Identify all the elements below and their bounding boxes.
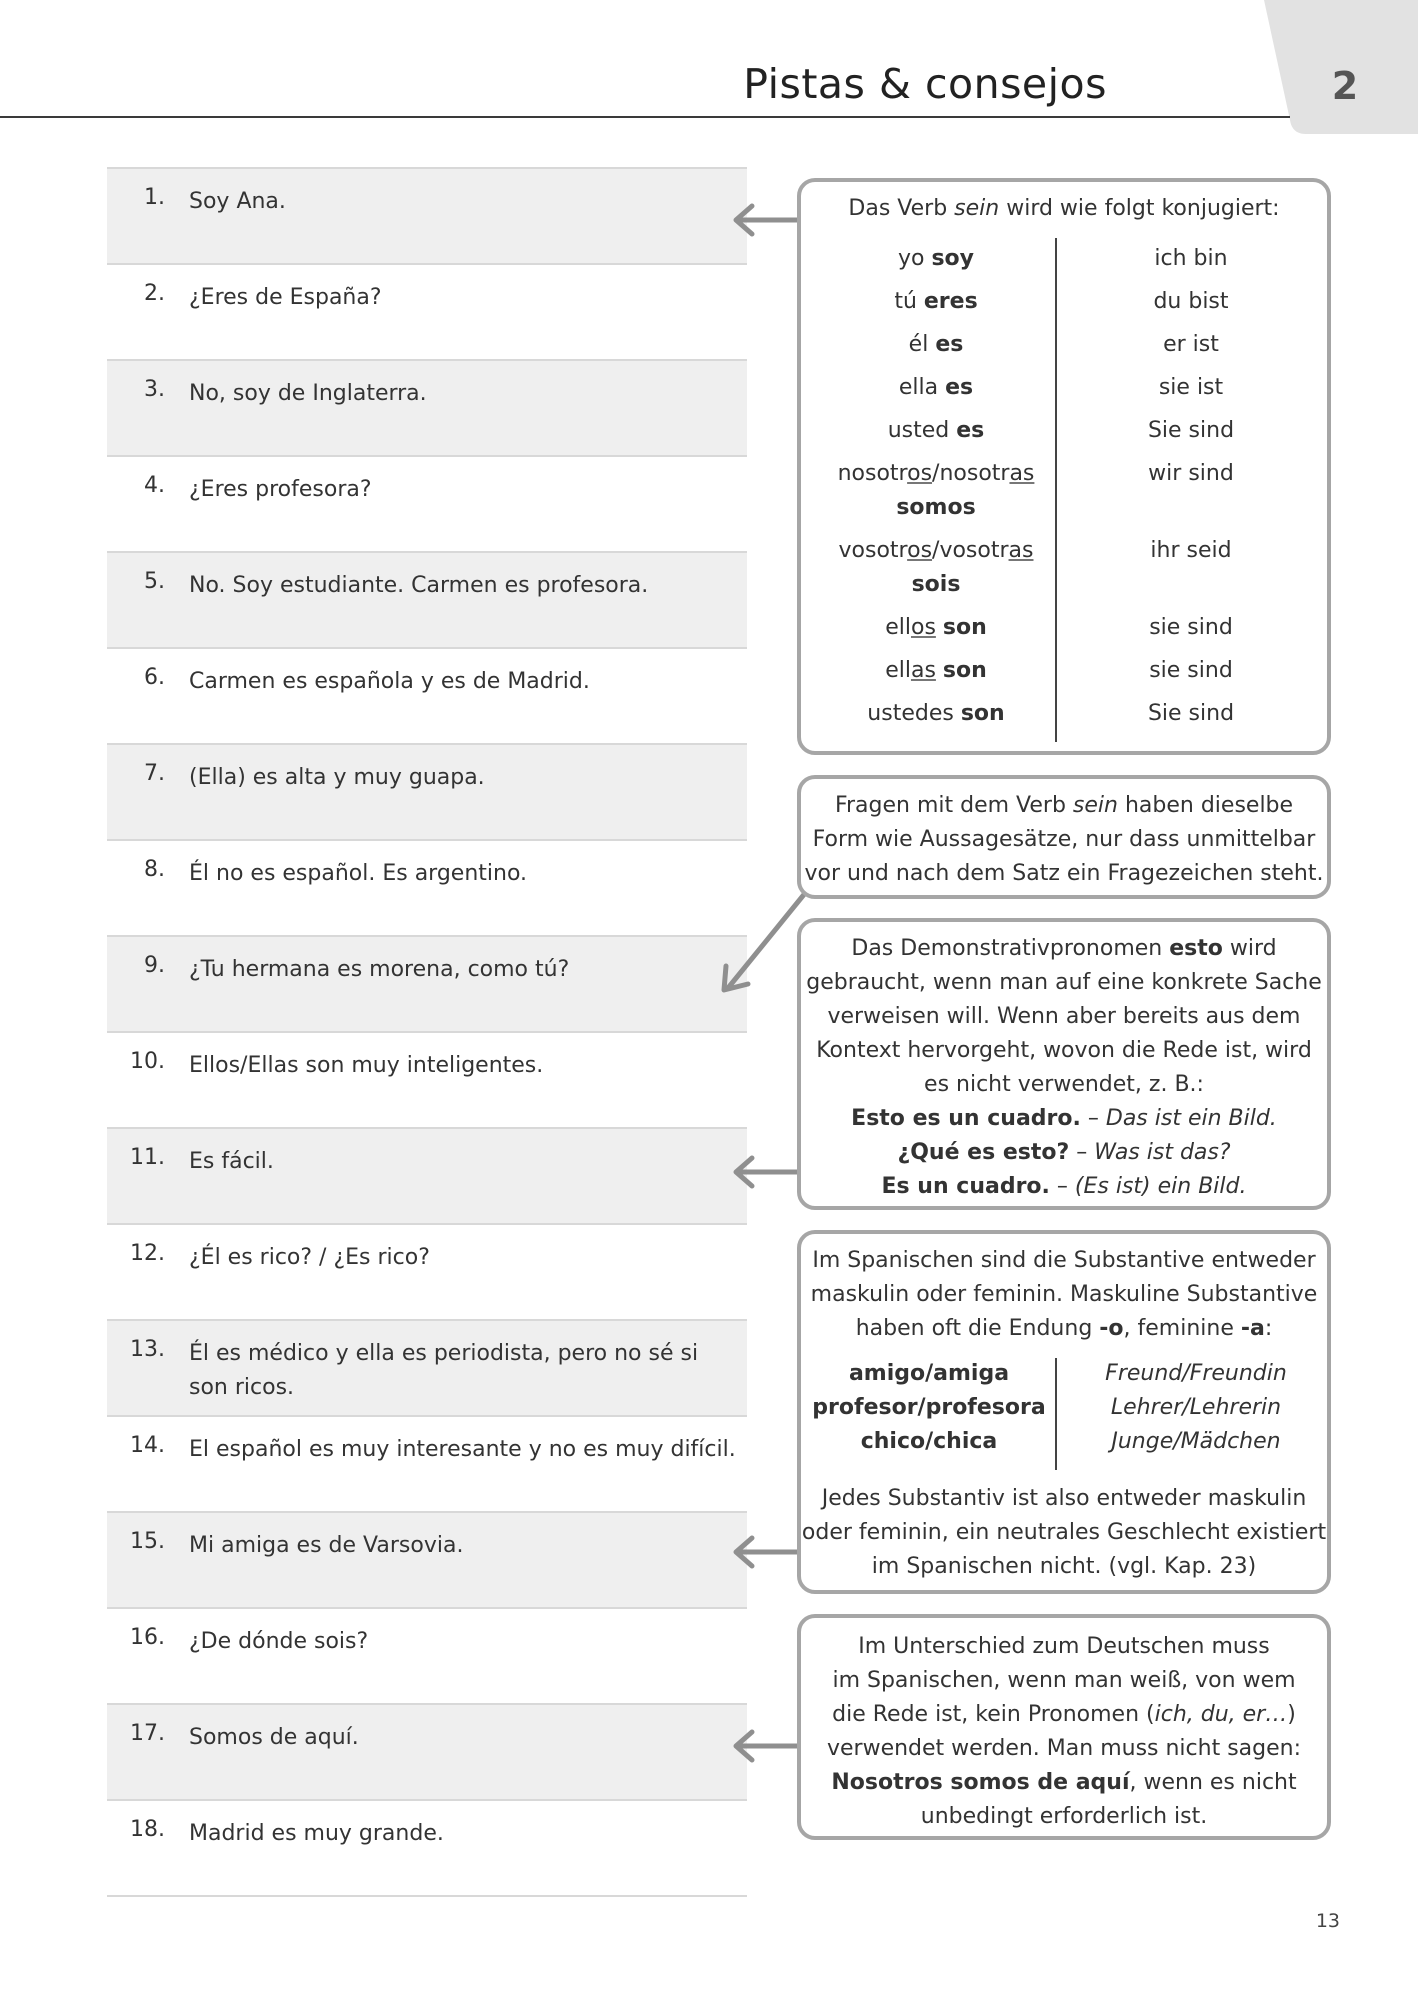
item-number: 7. — [144, 761, 165, 786]
list-item — [107, 1607, 747, 1703]
item-text: ¿De dónde sois? — [189, 1629, 369, 1654]
tip-line: im Spanischen, wenn man weiß, von wem — [832, 1668, 1296, 1693]
page-number: 13 — [1315, 1910, 1340, 1932]
item-text: (Ella) es alta y muy guapa. — [189, 765, 485, 790]
list-item — [107, 647, 747, 743]
item-text: Madrid es muy grande. — [189, 1821, 444, 1846]
tip-line: Fragen mit dem Verb sein haben dieselbe — [834, 793, 1294, 818]
tip-line: Das Demonstrativpronomen esto wird — [851, 936, 1277, 961]
list-item — [107, 1415, 747, 1511]
item-text: ¿Tu hermana es morena, como tú? — [189, 957, 570, 982]
list-item — [107, 935, 747, 1031]
item-number: 9. — [144, 953, 165, 978]
table-row: ustedes son Sie sind — [867, 701, 1235, 726]
item-text: Ellos/Ellas son muy inteligentes. — [189, 1053, 544, 1078]
item-number: 6. — [144, 665, 165, 690]
item-number: 16. — [130, 1625, 165, 1650]
list-item — [107, 359, 747, 455]
tip-line: maskulin oder feminin. Maskuline Substantive — [810, 1282, 1318, 1307]
tip-line: haben oft die Endung -o, feminine -a: — [855, 1316, 1273, 1341]
item-text: No, soy de Inglaterra. — [189, 381, 427, 406]
tip-box-questions — [797, 775, 1331, 899]
table-row: tú eres du bist — [894, 289, 1229, 314]
list-item — [107, 1703, 747, 1799]
tip-box-conjugation — [797, 178, 1331, 755]
tip-line: Kontext hervorgeht, wovon die Rede ist, wird — [816, 1038, 1312, 1063]
table-row: profesor/profesora Lehrer/Lehrerin — [812, 1395, 1282, 1420]
item-number: 2. — [144, 281, 165, 306]
item-text: Él es médico y ella es periodista, pero no sé si son ricos. — [189, 1341, 699, 1400]
list-item — [107, 455, 747, 551]
example-line: Es un cuadro. – (Es ist) ein Bild. — [881, 1174, 1247, 1199]
tip-line: verwendet werden. Man muss nicht sagen: — [826, 1736, 1301, 1761]
item-text: Es fácil. — [189, 1149, 274, 1174]
table-row: usted es Sie sind — [887, 418, 1235, 443]
table-row: nosotros/nosotras somos wir sind — [837, 461, 1234, 520]
table-row: ella es sie ist — [898, 375, 1224, 400]
item-number: 14. — [130, 1433, 165, 1458]
tip-box-demonstrative — [797, 918, 1331, 1210]
page-title: Pistas & consejos — [743, 60, 1107, 108]
item-number: 10. — [130, 1049, 165, 1074]
list-item — [107, 263, 747, 359]
item-number: 4. — [144, 473, 165, 498]
tip-line: Im Unterschied zum Deutschen muss — [858, 1634, 1270, 1659]
item-text: Él no es español. Es argentino. — [189, 861, 528, 886]
item-number: 13. — [130, 1337, 165, 1362]
item-text: ¿Eres de España? — [189, 285, 382, 310]
table-row: él es er ist — [908, 332, 1219, 357]
tip-intro: Das Verb sein wird wie folgt konjugiert: — [848, 196, 1280, 221]
list-item — [107, 551, 747, 647]
list-end-rule — [107, 1895, 747, 1897]
item-text: ¿Él es rico? / ¿Es rico? — [189, 1245, 430, 1270]
item-text: No. Soy estudiante. Carmen es profesora. — [189, 573, 649, 598]
header-rule — [0, 116, 1290, 118]
list-item — [107, 743, 747, 839]
table-row: ellas son sie sind — [885, 658, 1233, 683]
tip-line: Form wie Aussagesätze, nur dass unmittelbar — [812, 827, 1316, 852]
list-item — [107, 1223, 747, 1319]
sentence-list — [107, 167, 747, 1897]
item-number: 1. — [144, 185, 165, 210]
item-number: 3. — [144, 377, 165, 402]
example-line: Esto es un cuadro. – Das ist ein Bild. — [851, 1106, 1277, 1131]
list-item — [107, 1127, 747, 1223]
item-number: 18. — [130, 1817, 165, 1842]
item-text: Somos de aquí. — [189, 1725, 359, 1750]
chapter-number: 2 — [1331, 64, 1359, 108]
tip-line: unbedingt erforderlich ist. — [920, 1804, 1208, 1829]
noun-table — [801, 1357, 1327, 1459]
example-line: ¿Qué es esto? – Was ist das? — [897, 1140, 1231, 1165]
item-number: 5. — [144, 569, 165, 594]
item-number: 12. — [130, 1241, 165, 1266]
tip-line: vor und nach dem Satz ein Fragezeichen steht. — [804, 861, 1324, 886]
tip-line: verweisen will. Wenn aber bereits aus dem — [827, 1004, 1301, 1029]
item-text: ¿Eres profesora? — [189, 477, 372, 502]
tip-line: Im Spanischen sind die Substantive entweder — [812, 1248, 1316, 1273]
item-text: El español es muy interesante y no es muy difícil. — [189, 1437, 736, 1462]
tip-box-pronouns — [797, 1614, 1331, 1840]
item-text: Mi amiga es de Varsovia. — [189, 1533, 464, 1558]
list-item — [107, 167, 747, 263]
list-item — [107, 1799, 747, 1895]
tip-box-gender — [797, 1230, 1331, 1594]
tip-line: oder feminin, ein neutrales Geschlecht existiert — [801, 1520, 1327, 1545]
list-item — [107, 1319, 747, 1415]
list-item — [107, 1031, 747, 1127]
conjugation-table — [801, 242, 1327, 740]
item-text: Soy Ana. — [189, 189, 286, 214]
tip-line: gebraucht, wenn man auf eine konkrete Sache — [806, 970, 1322, 995]
list-item — [107, 1511, 747, 1607]
item-number: 11. — [130, 1145, 165, 1170]
tip-line: die Rede ist, kein Pronomen (ich, du, er…) — [832, 1702, 1296, 1727]
item-number: 8. — [144, 857, 165, 882]
table-row: vosotros/vosotras sois ihr seid — [838, 538, 1232, 597]
tip-line: es nicht verwendet, z. B.: — [924, 1072, 1204, 1097]
tip-line: Nosotros somos de aquí, wenn es nicht — [831, 1770, 1297, 1795]
tip-line: Jedes Substantiv ist also entweder maskulin — [821, 1486, 1307, 1511]
table-row: chico/chica Junge/Mädchen — [860, 1429, 1281, 1454]
item-number: 15. — [130, 1529, 165, 1554]
item-number: 17. — [130, 1721, 165, 1746]
table-row: yo soy ich bin — [897, 246, 1228, 271]
tip-line: im Spanischen nicht. (vgl. Kap. 23) — [871, 1554, 1257, 1579]
list-item — [107, 839, 747, 935]
table-row: ellos son sie sind — [885, 615, 1233, 640]
table-row: amigo/amiga Freund/Freundin — [848, 1361, 1287, 1386]
item-text: Carmen es española y es de Madrid. — [189, 669, 590, 694]
